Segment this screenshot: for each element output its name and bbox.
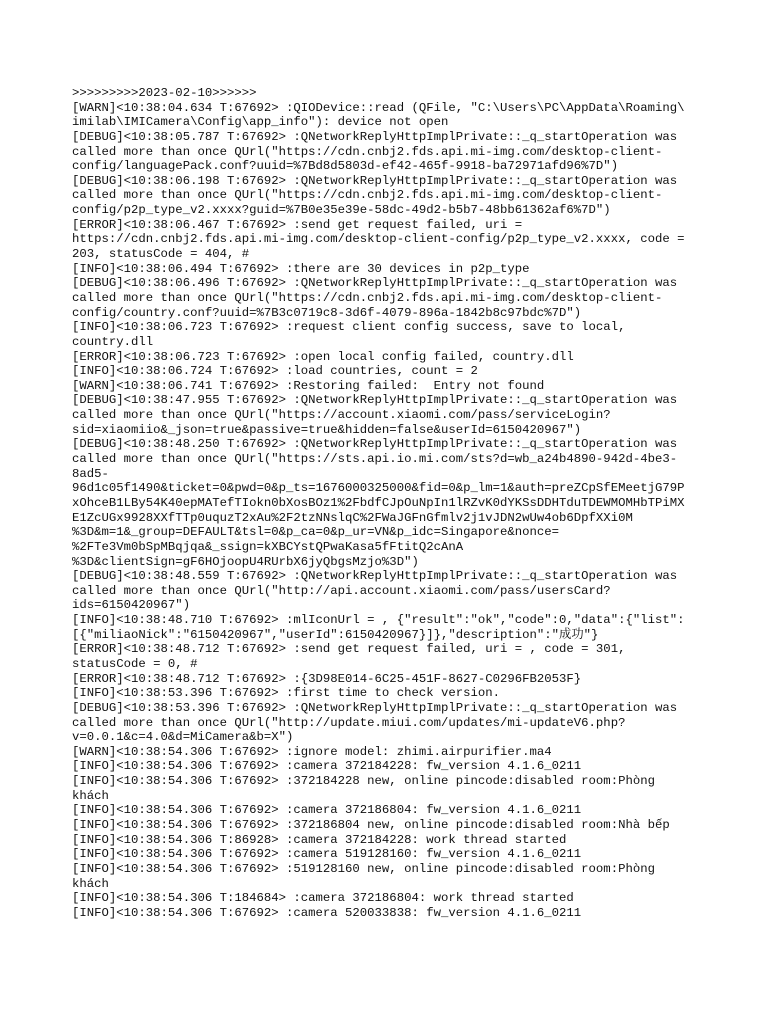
log-line: khách bbox=[72, 876, 109, 891]
log-line: [INFO]<10:38:54.306 T:86928> :camera 372184228: work thread started bbox=[72, 832, 567, 847]
log-line: [INFO]<10:38:06.724 T:67692> :load countries, count = 2 bbox=[72, 364, 478, 379]
log-line: config/languagePack.conf?uuid=%7Bd8d5803d-ef42-465f-9918-ba72971afd96%7D") bbox=[72, 159, 619, 174]
log-line: country.dll bbox=[72, 334, 154, 349]
log-line: [WARN]<10:38:06.741 T:67692> :Restoring failed: Entry not found bbox=[72, 378, 545, 393]
log-line: called more than once QUrl("https://account.xiaomi.com/pass/serviceLogin? bbox=[72, 408, 611, 423]
log-line: [DEBUG]<10:38:48.559 T:67692> :QNetworkReplyHttpImplPrivate::_q_startOperation was bbox=[72, 569, 678, 584]
log-line: E1ZcUGx9928XXfTTp0uquzT2xAu%2F2tzNNslqC%2FWaJGFnGfmlv2j1vJDN2wUw4ob6DpfXXi0M bbox=[72, 510, 633, 525]
log-line: 203, statusCode = 404, # bbox=[72, 247, 250, 262]
log-line: [INFO]<10:38:54.306 T:67692> :372186804 new, online pincode:disabled room:Nhà bếp bbox=[72, 818, 670, 833]
log-text-block bbox=[72, 86, 702, 921]
log-line: [WARN]<10:38:04.634 T:67692> :QIODevice::read (QFile, "C:\Users\PC\AppData\Roaming\ bbox=[72, 100, 685, 115]
log-line: called more than once QUrl("https://cdn.cnbj2.fds.api.mi-img.com/desktop-client- bbox=[72, 290, 663, 305]
log-line: v=0.0.1&c=4.0&d=MiCamera&b=X") bbox=[72, 730, 294, 745]
log-line: config/p2p_type_v2.xxxx?guid=%7B0e35e39e-58dc-49d2-b5b7-48bb61362af6%7D") bbox=[72, 203, 611, 218]
log-line: %2FTe3Vm0bSpMBqjqa&_ssign=kXBCYstQPwaKasa5fFtitQ2cAnA bbox=[72, 539, 464, 554]
log-line: [DEBUG]<10:38:48.250 T:67692> :QNetworkReplyHttpImplPrivate::_q_startOperation was bbox=[72, 437, 678, 452]
log-line: xOhceB1LBy54K40epMATefTIokn0bXosBOz1%2FbdfCJpOuNpIn1lRZvK0dYKSsDDHTduTDEWMOMHbTPiMX bbox=[72, 495, 685, 510]
log-line: [INFO]<10:38:54.306 T:67692> :372184228 new, online pincode:disabled room:Phòng bbox=[72, 774, 655, 789]
log-line: khách bbox=[72, 788, 109, 803]
log-line: [ERROR]<10:38:06.723 T:67692> :open local config failed, country.dll bbox=[72, 349, 574, 364]
log-line: [INFO]<10:38:54.306 T:67692> :camera 519128160: fw_version 4.1.6_0211 bbox=[72, 847, 582, 862]
log-line: called more than once QUrl("https://cdn.cnbj2.fds.api.mi-img.com/desktop-client- bbox=[72, 188, 663, 203]
log-line: called more than once QUrl("http://api.account.xiaomi.com/pass/usersCard? bbox=[72, 583, 611, 598]
log-line: [INFO]<10:38:54.306 T:67692> :camera 372186804: fw_version 4.1.6_0211 bbox=[72, 803, 582, 818]
log-line: called more than once QUrl("https://cdn.cnbj2.fds.api.mi-img.com/desktop-client- bbox=[72, 144, 663, 159]
log-line: %3D&clientSign=gF6HOjoopU4RUrbX6jyQbgsMzjo%3D") bbox=[72, 554, 419, 569]
log-line: [DEBUG]<10:38:47.955 T:67692> :QNetworkReplyHttpImplPrivate::_q_startOperation was bbox=[72, 393, 678, 408]
log-line: [ERROR]<10:38:48.712 T:67692> :send get request failed, uri = , code = 301, bbox=[72, 642, 626, 657]
log-line: [INFO]<10:38:54.306 T:184684> :camera 372186804: work thread started bbox=[72, 891, 574, 906]
log-line: [INFO]<10:38:54.306 T:67692> :camera 520033838: fw_version 4.1.6_0211 bbox=[72, 905, 582, 920]
log-line: [INFO]<10:38:48.710 T:67692> :mlIconUrl = , {"result":"ok","code":0,"data":{"list": bbox=[72, 613, 685, 628]
log-line: 96d1c05f1490&ticket=0&pwd=0&p_ts=1676000325000&fid=0&p_lm=1&auth=preZCpSfEMeetjG79P bbox=[72, 481, 685, 496]
log-line: config/country.conf?uuid=%7B3c0719c8-3d6f-4079-896a-1842b8c97bdc%7D") bbox=[72, 305, 582, 320]
log-line: [DEBUG]<10:38:53.396 T:67692> :QNetworkReplyHttpImplPrivate::_q_startOperation was bbox=[72, 700, 678, 715]
log-line: statusCode = 0, # bbox=[72, 656, 198, 671]
log-line: https://cdn.cnbj2.fds.api.mi-img.com/desktop-client-config/p2p_type_v2.xxxx, code = bbox=[72, 232, 685, 247]
log-line: 8ad5- bbox=[72, 466, 109, 481]
log-line: called more than once QUrl("http://update.miui.com/updates/mi-updateV6.php? bbox=[72, 715, 626, 730]
log-line: [DEBUG]<10:38:06.198 T:67692> :QNetworkReplyHttpImplPrivate::_q_startOperation was bbox=[72, 173, 678, 188]
log-line: [DEBUG]<10:38:05.787 T:67692> :QNetworkReplyHttpImplPrivate::_q_startOperation was bbox=[72, 129, 678, 144]
log-line: %3D&m=1&_group=DEFAULT&tsl=0&p_ca=0&p_ur=VN&p_idc=Singapore&nonce= bbox=[72, 525, 560, 540]
log-line: [INFO]<10:38:54.306 T:67692> :519128160 new, online pincode:disabled room:Phòng bbox=[72, 861, 655, 876]
log-line: sid=xiaomiio&_json=true&passive=true&hidden=false&userId=6150420967") bbox=[72, 422, 582, 437]
log-line: imilab\IMICamera\Config\app_info"): device not open bbox=[72, 115, 449, 130]
log-line: ids=6150420967") bbox=[72, 598, 191, 613]
log-line: [DEBUG]<10:38:06.496 T:67692> :QNetworkReplyHttpImplPrivate::_q_startOperation was bbox=[72, 276, 678, 291]
log-line: called more than once QUrl("https://sts.api.io.mi.com/sts?d=wb_a24b4890-942d-4be3- bbox=[72, 452, 678, 467]
log-line: [WARN]<10:38:54.306 T:67692> :ignore model: zhimi.airpurifier.ma4 bbox=[72, 744, 552, 759]
log-line: [INFO]<10:38:53.396 T:67692> :first time to check version. bbox=[72, 686, 501, 701]
log-line: [ERROR]<10:38:06.467 T:67692> :send get request failed, uri = bbox=[72, 217, 523, 232]
log-line: [{"miliaoNick":"6150420967","userId":6150420967}]},"description":"成功"} bbox=[72, 627, 599, 642]
log-line: [ERROR]<10:38:48.712 T:67692> :{3D98E014-6C25-451F-8627-C0296FB2053F} bbox=[72, 671, 582, 686]
log-line: [INFO]<10:38:06.723 T:67692> :request client config success, save to local, bbox=[72, 320, 626, 335]
log-line: [INFO]<10:38:54.306 T:67692> :camera 372184228: fw_version 4.1.6_0211 bbox=[72, 759, 582, 774]
log-line: >>>>>>>>>2023-02-10>>>>>> bbox=[72, 86, 257, 100]
log-line: [INFO]<10:38:06.494 T:67692> :there are 30 devices in p2p_type bbox=[72, 261, 530, 276]
